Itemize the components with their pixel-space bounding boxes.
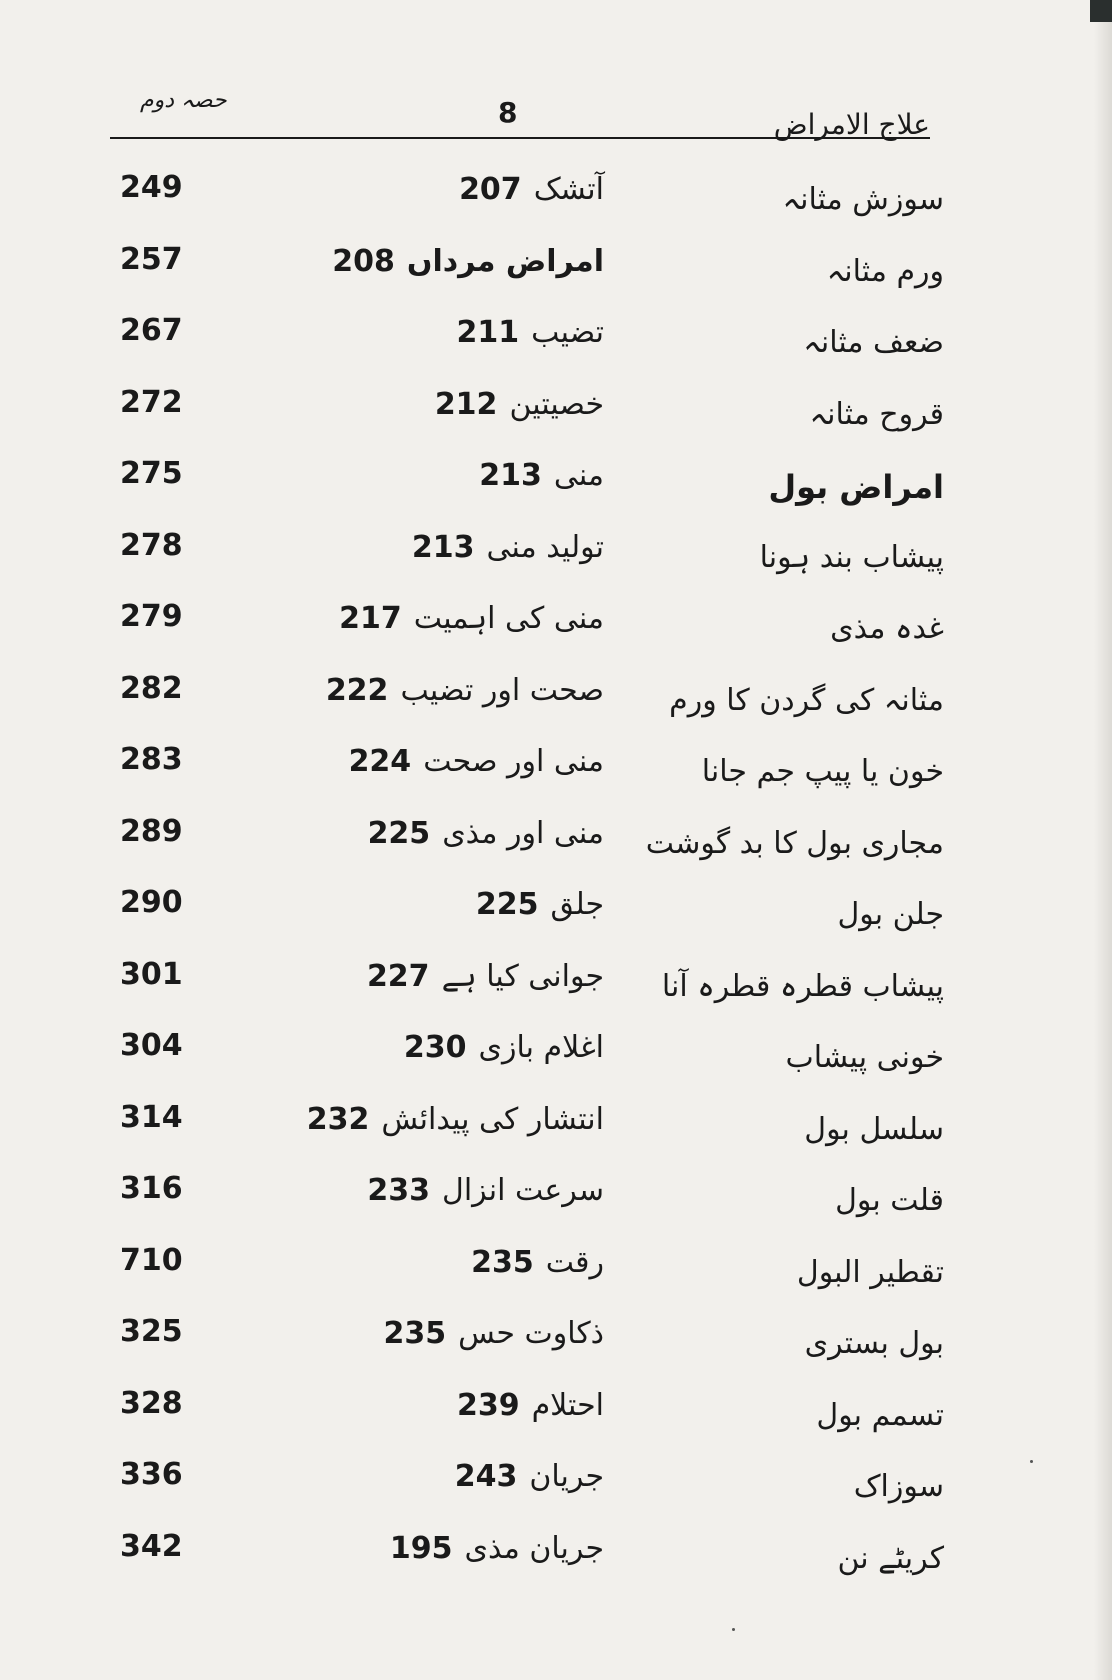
paper-speck bbox=[1030, 1460, 1033, 1463]
right-title: امراض بول bbox=[768, 468, 944, 506]
right-title: قروح مثانہ bbox=[809, 396, 944, 432]
right-title: سوزاک bbox=[853, 1469, 944, 1504]
left-page-number: 249 bbox=[120, 170, 183, 205]
middle-entry bbox=[367, 959, 604, 994]
middle-page-number: 213 bbox=[411, 529, 475, 565]
middle-title: منی اور مذی bbox=[442, 815, 604, 851]
middle-page-number: 208 bbox=[332, 243, 395, 279]
middle-title: جوانی کیا ہے bbox=[441, 958, 604, 994]
section-label: حصہ دوم bbox=[140, 88, 227, 113]
toc-row bbox=[0, 160, 1112, 232]
toc-row bbox=[0, 804, 1112, 876]
left-page-number: 325 bbox=[120, 1314, 183, 1349]
middle-title: امراض مرداں bbox=[406, 243, 604, 279]
middle-page-number: 235 bbox=[383, 1316, 447, 1351]
middle-entry bbox=[457, 1388, 604, 1423]
middle-page-number: 227 bbox=[366, 958, 430, 994]
toc-row bbox=[0, 518, 1112, 590]
middle-page-number: 232 bbox=[306, 1101, 370, 1137]
middle-entry bbox=[326, 673, 604, 708]
left-page-number: 275 bbox=[120, 456, 183, 491]
middle-entry bbox=[404, 1030, 604, 1065]
middle-entry bbox=[471, 1245, 604, 1280]
middle-title: خصیتین bbox=[509, 386, 604, 422]
toc-row bbox=[0, 303, 1112, 375]
toc-row bbox=[0, 446, 1112, 518]
middle-title: آتشک bbox=[533, 172, 604, 207]
left-page-number: 316 bbox=[120, 1171, 183, 1206]
middle-page-number: 213 bbox=[479, 458, 542, 493]
toc-row bbox=[0, 1519, 1112, 1591]
middle-entry bbox=[479, 458, 604, 493]
right-title: تقطیر البول bbox=[796, 1254, 944, 1290]
middle-entry bbox=[339, 601, 604, 636]
middle-entry bbox=[349, 744, 604, 779]
right-title: ضعف مثانہ bbox=[803, 325, 944, 360]
right-title: جلن بول bbox=[837, 897, 944, 932]
page-number: 8 bbox=[498, 96, 518, 129]
middle-title: منی اور صحت bbox=[423, 744, 604, 779]
left-page-number: 279 bbox=[120, 599, 183, 634]
middle-title: احتلام bbox=[531, 1387, 604, 1423]
middle-title: منی کی اہمیت bbox=[413, 601, 604, 636]
middle-entry bbox=[307, 1102, 604, 1137]
left-page-number: 328 bbox=[120, 1385, 183, 1421]
right-title: بول بستری bbox=[804, 1326, 944, 1361]
middle-title: منی bbox=[553, 458, 604, 493]
middle-title: اغلام بازی bbox=[478, 1030, 604, 1065]
middle-entry bbox=[384, 1316, 604, 1351]
right-title: خونی پیشاب bbox=[785, 1040, 944, 1075]
right-title: تسمم بول bbox=[816, 1397, 944, 1433]
left-page-number: 282 bbox=[120, 670, 183, 706]
right-title: قلت بول bbox=[835, 1183, 944, 1218]
middle-page-number: 243 bbox=[454, 1459, 518, 1494]
middle-page-number: 207 bbox=[459, 172, 522, 207]
toc-row bbox=[0, 1447, 1112, 1519]
middle-title: انتشار کی پیدائش bbox=[381, 1101, 604, 1137]
left-page-number: 710 bbox=[120, 1242, 183, 1278]
toc-row bbox=[0, 1161, 1112, 1233]
right-title: کریٹے نن bbox=[837, 1540, 944, 1576]
middle-page-number: 224 bbox=[348, 744, 412, 779]
toc-row bbox=[0, 1376, 1112, 1448]
middle-title: تضیب bbox=[531, 315, 604, 350]
middle-page-number: 225 bbox=[367, 815, 431, 851]
middle-entry bbox=[332, 244, 604, 279]
middle-page-number: 222 bbox=[325, 672, 389, 708]
contents-table bbox=[0, 160, 1112, 1590]
middle-page-number: 217 bbox=[339, 601, 402, 636]
middle-entry bbox=[476, 887, 604, 922]
left-page-number: 267 bbox=[120, 313, 183, 348]
right-title: مثانہ کی گردن کا ورم bbox=[669, 682, 944, 718]
left-page-number: 289 bbox=[120, 813, 183, 849]
book-title: علاج الامراض bbox=[773, 108, 930, 141]
middle-page-number: 212 bbox=[434, 386, 498, 422]
left-page-number: 342 bbox=[120, 1528, 183, 1564]
middle-title: سرعت انزال bbox=[442, 1173, 604, 1208]
toc-row bbox=[0, 1233, 1112, 1305]
left-page-number: 304 bbox=[120, 1028, 183, 1063]
toc-row bbox=[0, 1090, 1112, 1162]
middle-entry bbox=[459, 172, 604, 207]
middle-entry bbox=[368, 816, 604, 851]
middle-page-number: 195 bbox=[389, 1530, 453, 1566]
right-title: پیشاب قطرہ قطرہ آنا bbox=[661, 968, 944, 1004]
middle-title: رقت bbox=[545, 1244, 604, 1280]
middle-page-number: 239 bbox=[456, 1387, 520, 1423]
right-title: پیشاب بند ہونا bbox=[759, 539, 944, 575]
middle-title: تولید منی bbox=[486, 529, 604, 565]
toc-row bbox=[0, 232, 1112, 304]
paper-speck bbox=[732, 1628, 735, 1631]
left-page-number: 283 bbox=[120, 742, 183, 777]
toc-row bbox=[0, 875, 1112, 947]
middle-title: صحت اور تضیب bbox=[400, 672, 604, 708]
middle-title: ذکاوت حس bbox=[458, 1316, 604, 1351]
toc-row bbox=[0, 589, 1112, 661]
middle-entry bbox=[367, 1173, 604, 1208]
left-page-number: 278 bbox=[120, 527, 183, 563]
right-title: سلسل بول bbox=[804, 1111, 944, 1147]
toc-row bbox=[0, 661, 1112, 733]
right-title: سوزش مثانہ bbox=[782, 182, 944, 217]
middle-entry bbox=[390, 1531, 604, 1566]
right-title: غدہ مذی bbox=[830, 611, 944, 646]
middle-page-number: 225 bbox=[475, 887, 539, 922]
right-title: خون یا پیپ جم جانا bbox=[701, 754, 944, 789]
left-page-number: 314 bbox=[120, 1099, 183, 1135]
scan-corner bbox=[1090, 0, 1112, 22]
middle-title: جریان مذی bbox=[464, 1530, 604, 1566]
left-page-number: 272 bbox=[120, 384, 183, 420]
middle-entry bbox=[455, 1459, 604, 1494]
toc-row bbox=[0, 947, 1112, 1019]
middle-title: جریان bbox=[529, 1459, 604, 1494]
toc-row bbox=[0, 1018, 1112, 1090]
middle-entry bbox=[456, 315, 604, 350]
right-title: مجاری بول کا بد گوشت bbox=[645, 825, 944, 861]
middle-entry bbox=[435, 387, 604, 422]
middle-title: جلق bbox=[550, 887, 604, 922]
middle-page-number: 235 bbox=[471, 1244, 534, 1280]
left-page-number: 301 bbox=[120, 956, 183, 992]
left-page-number: 336 bbox=[120, 1457, 183, 1492]
middle-page-number: 230 bbox=[403, 1030, 467, 1065]
middle-page-number: 211 bbox=[456, 315, 520, 350]
middle-entry bbox=[412, 530, 604, 565]
toc-row bbox=[0, 375, 1112, 447]
toc-row bbox=[0, 732, 1112, 804]
right-title: ورم مثانہ bbox=[826, 253, 944, 289]
left-page-number: 257 bbox=[120, 241, 183, 277]
left-page-number: 290 bbox=[120, 885, 183, 920]
toc-row bbox=[0, 1304, 1112, 1376]
middle-page-number: 233 bbox=[367, 1173, 431, 1208]
header-divider bbox=[110, 137, 930, 139]
